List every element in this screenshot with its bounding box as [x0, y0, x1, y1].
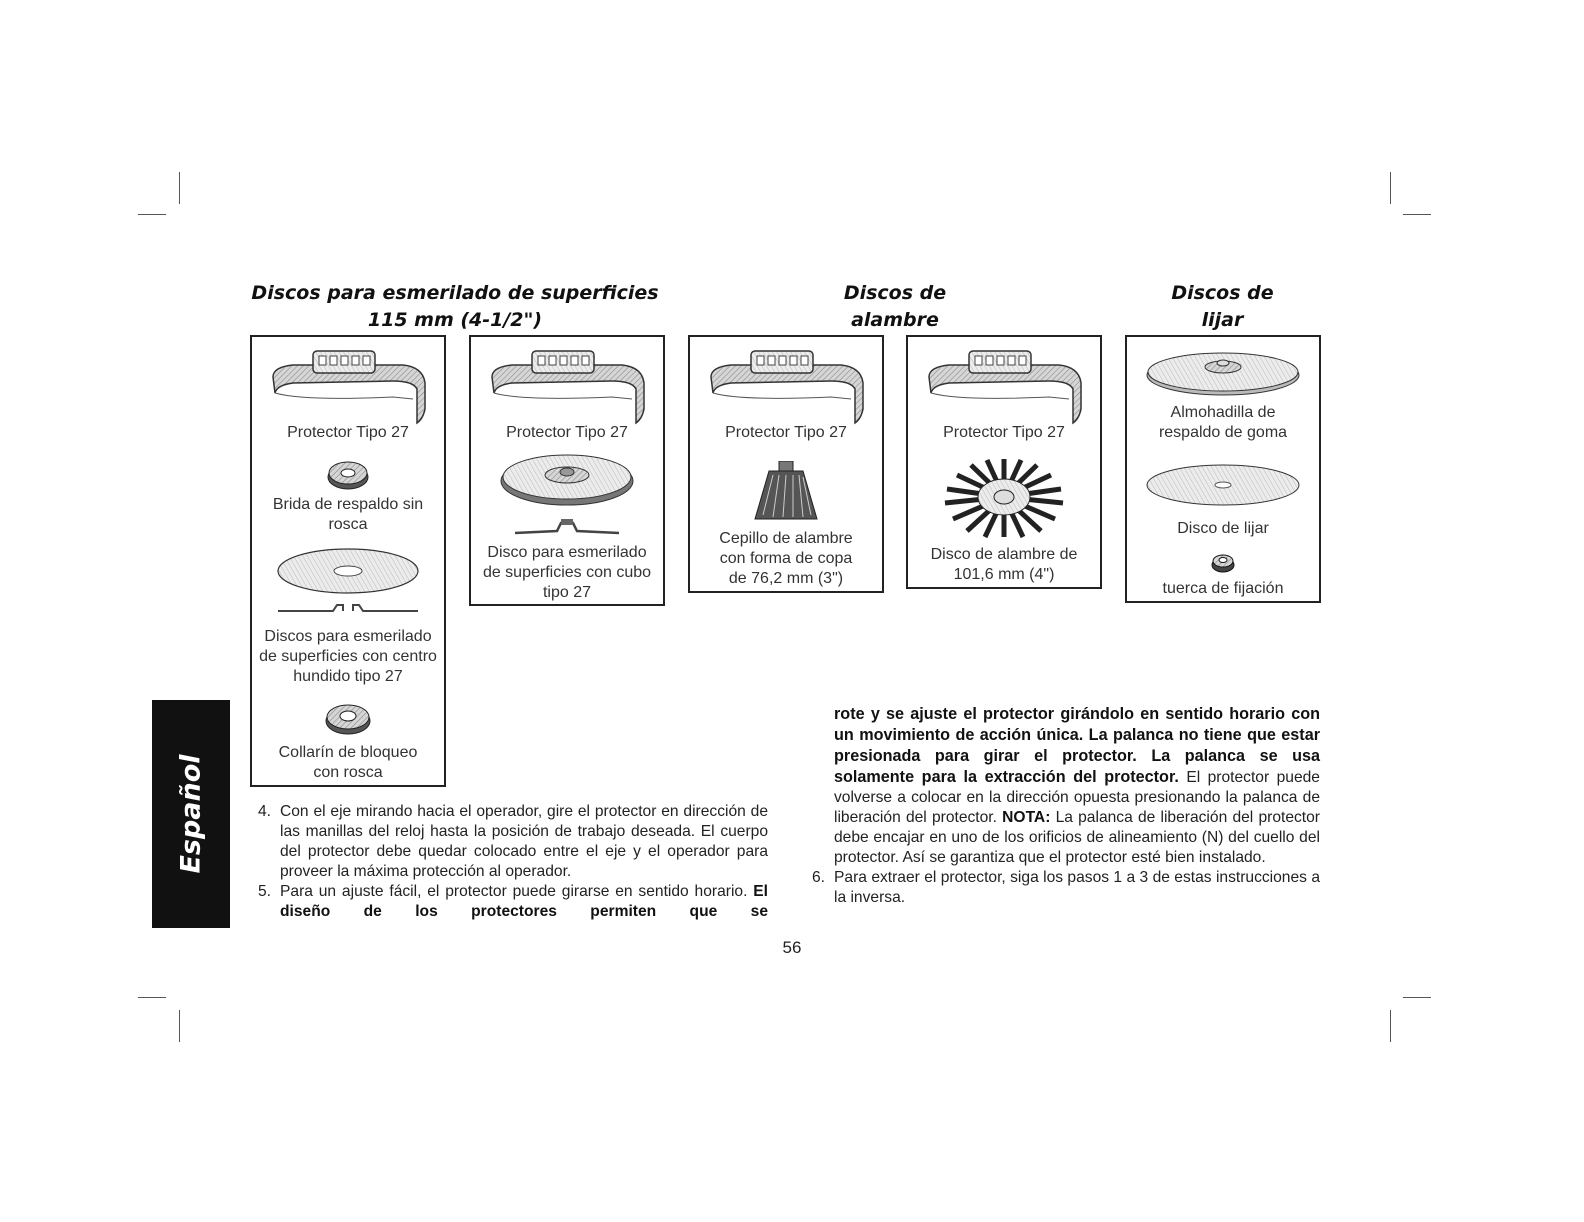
heading-line: Discos de: [843, 282, 947, 304]
clamp-nut-image: [1210, 551, 1236, 573]
instruction-item-4: [258, 802, 768, 882]
guard-caption: Protector Tipo 27: [506, 424, 628, 441]
pad-caption: Almohadilla de respaldo de goma: [1158, 404, 1288, 441]
panel-grinding-wheel-kit: [250, 335, 446, 787]
heading-sanding-discs: [1120, 280, 1325, 334]
crop-mark: [138, 214, 166, 215]
crop-mark: [1390, 172, 1391, 204]
rubber-backing-pad-image: [1143, 347, 1303, 397]
backing-flange-image: [326, 459, 370, 491]
cup-brush-image: [751, 461, 821, 523]
item-number: 4.: [258, 803, 272, 820]
sanding-disc-image: [1143, 461, 1303, 509]
language-tab-label: Español: [175, 754, 207, 874]
depressed-center-wheel-image: [273, 545, 423, 621]
lock-nut-image: [323, 699, 373, 737]
heading-line: lijar: [1201, 309, 1244, 331]
heading-line: Discos de: [1171, 282, 1274, 304]
page-number: 56: [782, 938, 802, 957]
crop-mark: [179, 172, 180, 204]
item-text: Para extraer el protector, siga los pasos 1 a 3 de estas instrucciones a la inversa.: [834, 869, 1320, 906]
instructions-left-column: [258, 802, 768, 922]
note-text: La palanca de liberación del protector debe encajar en uno de los orificios de alineamiento (N) del cuello del protector. Así se garantiza que el protector esté bien instalado.: [834, 809, 1320, 866]
heading-line: 115 mm (4-1/2"): [367, 309, 543, 331]
guard-caption: Protector Tipo 27: [725, 424, 847, 441]
instruction-item-5: [258, 882, 768, 922]
guard-type27-image: [919, 349, 1089, 427]
continuation-text: El protector puede volverse a colocar en la dirección opuesta presionando la palanca de liberación del protector.: [834, 769, 1320, 826]
disc-caption: Disco de lijar: [1177, 520, 1269, 537]
guard-caption: Protector Tipo 27: [943, 424, 1065, 441]
guard-caption: Protector Tipo 27: [287, 424, 409, 441]
panel-hubbed-wheel: [469, 335, 665, 606]
item-text: Con el eje mirando hacia el operador, gire el protector en dirección de las manillas del reloj hasta la posición de trabajo deseada. El cuerpo del protector debe quedar colocado entre el eje y el operador para proveer la máxima protección al operador.: [280, 803, 768, 880]
nut-caption: Collarín de bloqueo con rosca: [278, 744, 418, 781]
item-text: Para un ajuste fácil, el protector puede girarse en sentido horario.: [280, 883, 748, 900]
wire-wheel-image: [939, 455, 1069, 539]
heading-line: alambre: [851, 309, 939, 331]
nut-caption: tuerca de fijación: [1162, 580, 1284, 597]
panel-wire-wheel: [906, 335, 1102, 589]
panel-cup-brush: [688, 335, 884, 593]
guard-type27-image: [263, 349, 433, 427]
crop-mark: [1390, 1010, 1391, 1042]
item-bold-text: El diseño de los protectores permiten que se: [280, 883, 768, 920]
continuation-bold-text: rote y se ajuste el protector girándolo en sentido horario con un movimiento de acción única. La palanca no tiene que estar presionada para girar el protector. La palanca se usa solamente para la extracción del protector.: [834, 705, 1320, 786]
instruction-item-6: [812, 868, 1320, 908]
crop-mark: [138, 997, 166, 998]
crop-mark: [1403, 997, 1431, 998]
panel-sanding-kit: [1125, 335, 1321, 603]
guard-type27-image: [482, 349, 652, 427]
continuation-paragraph: [812, 704, 1320, 868]
heading-grinding-discs: [240, 280, 670, 334]
brush-caption: Cepillo de alambre con forma de copa de 76,2 mm (3"): [719, 530, 853, 587]
note-label: NOTA:: [1002, 809, 1051, 826]
instructions-right-column: [812, 704, 1320, 908]
hubbed-wheel-image: [487, 453, 647, 543]
flange-caption: Brida de respaldo sin rosca: [272, 496, 424, 533]
crop-mark: [179, 1010, 180, 1042]
heading-wire-discs: [790, 280, 1000, 334]
item-number: 5.: [258, 883, 272, 900]
crop-mark: [1403, 214, 1431, 215]
wire-wheel-caption: Disco de alambre de 101,6 mm (4"): [930, 546, 1078, 583]
guard-type27-image: [701, 349, 871, 427]
heading-line: Discos para esmerilado de superficies: [251, 282, 659, 304]
language-tab: [152, 700, 230, 928]
wheel-caption: Discos para esmerilado de superficies con centro hundido tipo 27: [259, 628, 437, 685]
wheel-caption: Disco para esmerilado de superficies con cubo tipo 27: [482, 544, 652, 601]
item-number: 6.: [812, 869, 826, 886]
